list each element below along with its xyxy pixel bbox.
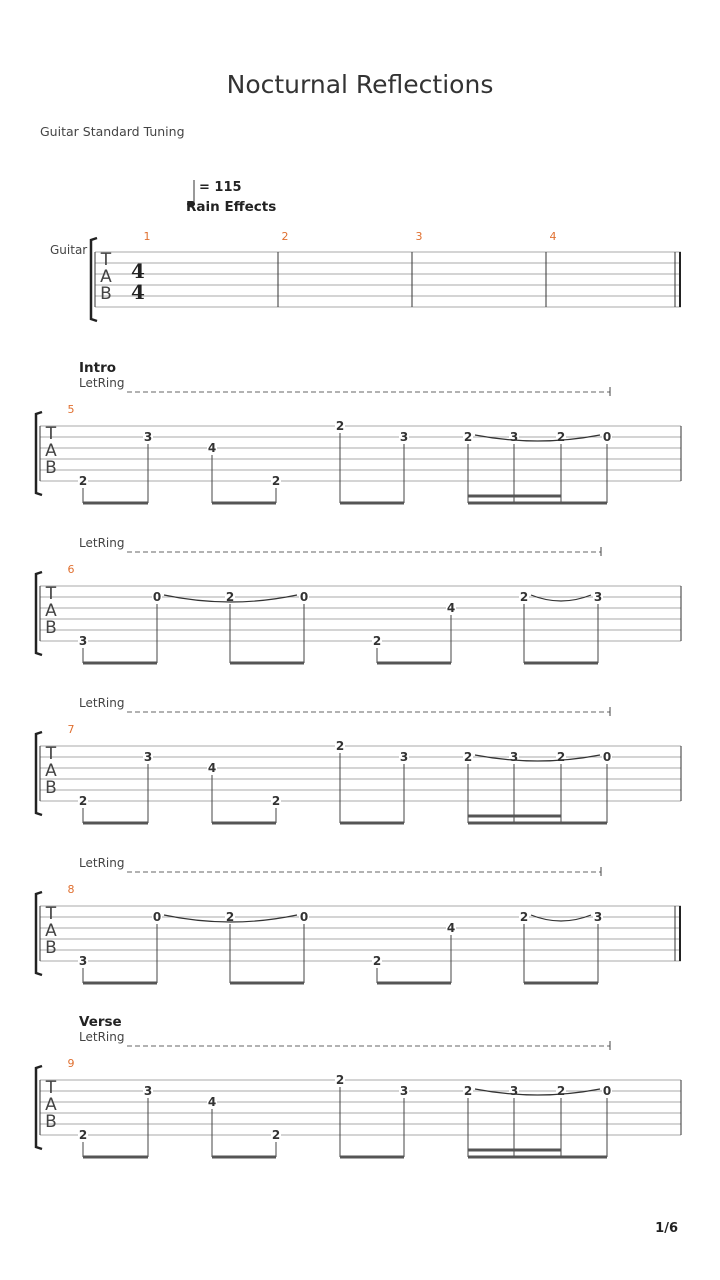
time-signature-top: 4: [131, 259, 145, 283]
tab-clef-letter: T: [45, 424, 57, 444]
measure-number: 2: [281, 230, 289, 243]
fret-number: 4: [207, 1095, 217, 1109]
fret-number: 3: [509, 430, 519, 444]
fret-number: 2: [225, 910, 235, 924]
measure-number: 8: [67, 883, 75, 896]
fret-number: 4: [446, 601, 456, 615]
tab-clef-letter: A: [45, 441, 57, 461]
fret-number: 2: [556, 430, 566, 444]
let-ring-label: LetRing: [79, 696, 125, 710]
fret-number: 3: [78, 954, 88, 968]
fret-number: 3: [78, 634, 88, 648]
fret-number: 3: [143, 750, 153, 764]
fret-number: 2: [556, 1084, 566, 1098]
fret-number: 2: [78, 794, 88, 808]
fret-number: 0: [602, 750, 612, 764]
tab-clef-letter: B: [45, 778, 57, 798]
time-signature-bottom: 4: [131, 280, 145, 304]
fret-number: 2: [519, 590, 529, 604]
tab-clef-letter: B: [100, 284, 112, 304]
fret-number: 2: [271, 474, 281, 488]
system-bracket: [36, 1066, 42, 1149]
tab-clef-letter: T: [45, 1078, 57, 1098]
measure-number: 1: [143, 230, 151, 243]
fret-number: 3: [143, 1084, 153, 1098]
tempo-value: = 115: [199, 180, 242, 195]
fret-number: 2: [335, 419, 345, 433]
fret-number: 3: [143, 430, 153, 444]
tab-clef-letter: A: [45, 761, 57, 781]
system-bracket: [36, 572, 42, 655]
fret-number: 2: [519, 910, 529, 924]
section-intro: Intro: [79, 360, 117, 376]
tab-clef-letter: T: [45, 904, 57, 924]
system-bracket: [36, 892, 42, 975]
song-title: Nocturnal Reflections: [226, 70, 494, 99]
tab-clef-letter: B: [45, 618, 57, 638]
fret-number: 3: [509, 750, 519, 764]
measure-number: 9: [67, 1057, 75, 1070]
fret-number: 3: [399, 750, 409, 764]
fret-number: 4: [446, 921, 456, 935]
fret-number: 3: [509, 1084, 519, 1098]
fret-number: 3: [593, 590, 603, 604]
tab-clef-letter: T: [45, 584, 57, 604]
fret-number: 2: [78, 474, 88, 488]
fret-number: 2: [225, 590, 235, 604]
fret-number: 2: [463, 430, 473, 444]
fret-number: 0: [299, 910, 309, 924]
fret-number: 2: [556, 750, 566, 764]
let-ring-label: LetRing: [79, 1030, 125, 1044]
system-bracket: [36, 412, 42, 495]
tab-clef-letter: A: [100, 267, 112, 287]
system-bracket: [36, 732, 42, 815]
fret-number: 4: [207, 441, 217, 455]
track-name: Guitar: [50, 243, 88, 257]
slur: [475, 755, 600, 761]
measure-number: 3: [415, 230, 423, 243]
tuning-label: Guitar Standard Tuning: [40, 124, 185, 139]
tab-clef-letter: T: [100, 250, 112, 270]
fret-number: 2: [271, 794, 281, 808]
measure-number: 7: [67, 723, 75, 736]
measure-number: 5: [67, 403, 75, 416]
fret-number: 0: [299, 590, 309, 604]
slur: [531, 595, 591, 601]
system-bracket: [91, 238, 97, 321]
fret-number: 2: [463, 750, 473, 764]
tab-clef-letter: A: [45, 601, 57, 621]
let-ring-label: LetRing: [79, 856, 125, 870]
fret-number: 0: [152, 590, 162, 604]
fret-number: 2: [372, 634, 382, 648]
fret-number: 2: [372, 954, 382, 968]
tab-clef-letter: A: [45, 1095, 57, 1115]
section-verse: Verse: [79, 1014, 122, 1030]
fret-number: 2: [335, 1073, 345, 1087]
tab-clef-letter: A: [45, 921, 57, 941]
tab-clef-letter: T: [45, 744, 57, 764]
fret-number: 3: [399, 430, 409, 444]
marker-text: Rain Effects: [186, 199, 277, 215]
fret-number: 2: [271, 1128, 281, 1142]
slur: [475, 435, 600, 441]
slur: [475, 1089, 600, 1095]
fret-number: 3: [593, 910, 603, 924]
page-number: 1/6: [655, 1221, 678, 1236]
let-ring-label: LetRing: [79, 376, 125, 390]
fret-number: 2: [78, 1128, 88, 1142]
fret-number: 0: [602, 1084, 612, 1098]
measure-number: 6: [67, 563, 75, 576]
tab-clef-letter: B: [45, 1112, 57, 1132]
fret-number: 2: [463, 1084, 473, 1098]
fret-number: 3: [399, 1084, 409, 1098]
tab-clef-letter: B: [45, 458, 57, 478]
fret-number: 0: [152, 910, 162, 924]
slur: [531, 915, 591, 921]
fret-number: 4: [207, 761, 217, 775]
fret-number: 0: [602, 430, 612, 444]
tab-clef-letter: B: [45, 938, 57, 958]
fret-number: 2: [335, 739, 345, 753]
let-ring-label: LetRing: [79, 536, 125, 550]
measure-number: 4: [549, 230, 557, 243]
